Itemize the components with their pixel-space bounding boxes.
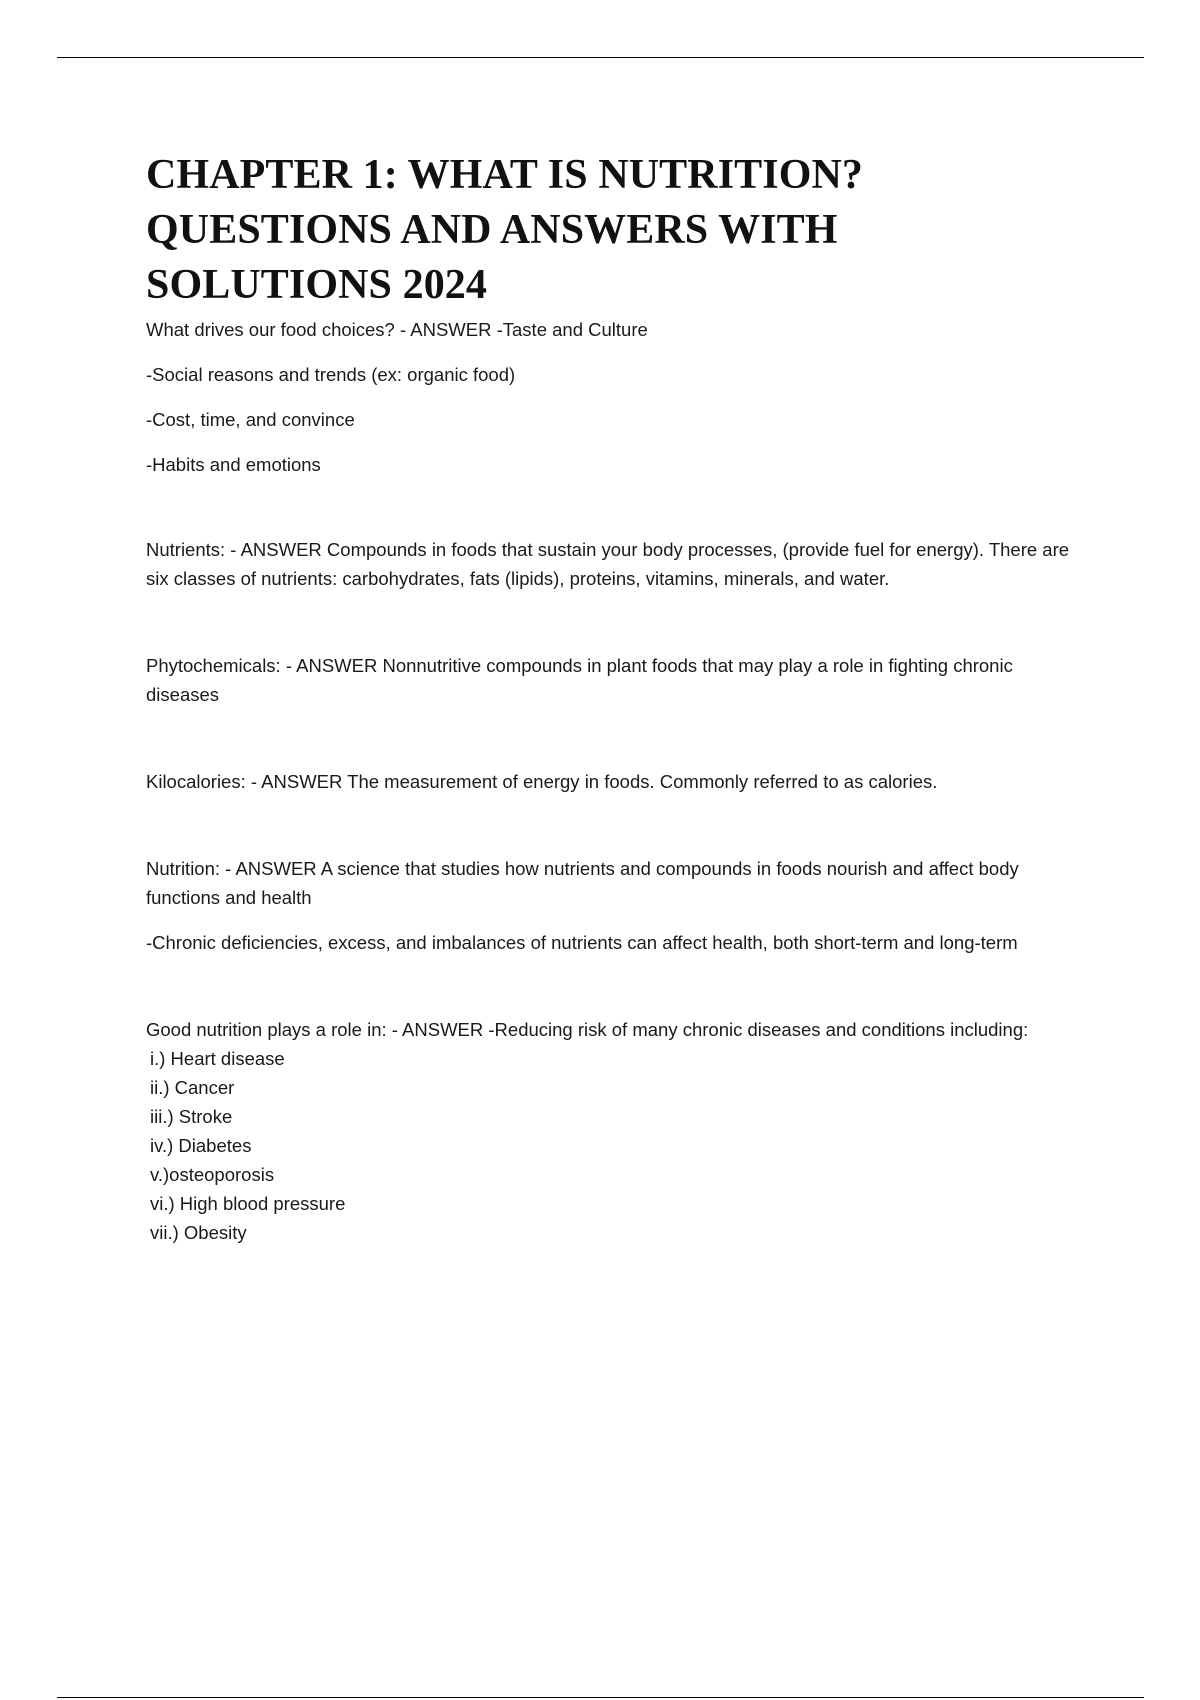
- qa-answer-line: -Social reasons and trends (ex: organic food): [146, 364, 516, 385]
- list-item: vii.) Obesity: [150, 1222, 247, 1243]
- qa-kilocalories: [146, 767, 1076, 796]
- document-body: [146, 315, 1076, 1247]
- qa-question-answer: Good nutrition plays a role in: - ANSWER -Reducing risk of many chronic diseases and conditions including:: [146, 1019, 1029, 1040]
- qa-phytochemicals: [146, 651, 1076, 709]
- qa-answer-line: -Chronic deficiencies, excess, and imbalances of nutrients can affect health, both short-term and long-term: [146, 932, 1018, 953]
- top-rule: [57, 57, 1144, 58]
- list-item: iv.) Diabetes: [150, 1135, 252, 1156]
- qa-good-nutrition: [146, 1015, 1076, 1247]
- qa-food-choices: [146, 315, 1076, 479]
- qa-question-answer: What drives our food choices? - ANSWER -Taste and Culture: [146, 319, 648, 340]
- page-content: [146, 148, 1076, 1247]
- bottom-rule: [57, 1697, 1144, 1698]
- qa-question-answer: Nutrients: - ANSWER Compounds in foods that sustain your body processes, (provide fuel for energy). There are six classes of nutrients: carbohydrates, fats (lipids), proteins, vitamins, minerals, and water.: [146, 539, 1070, 589]
- list-item: i.) Heart disease: [150, 1048, 285, 1069]
- qa-nutrients: [146, 535, 1076, 593]
- qa-nutrition: [146, 854, 1076, 957]
- qa-answer-line: -Cost, time, and convince: [146, 409, 355, 430]
- list-item: v.)osteoporosis: [150, 1164, 275, 1185]
- qa-question-answer: Kilocalories: - ANSWER The measurement of energy in foods. Commonly referred to as calories.: [146, 771, 938, 792]
- qa-question-answer: Nutrition: - ANSWER A science that studies how nutrients and compounds in foods nourish and affect body functions and health: [146, 858, 1019, 908]
- qa-answer-line: -Habits and emotions: [146, 454, 321, 475]
- list-item: vi.) High blood pressure: [150, 1193, 346, 1214]
- qa-question-answer: Phytochemicals: - ANSWER Nonnutritive compounds in plant foods that may play a role in fighting chronic diseases: [146, 655, 1013, 705]
- list-item: iii.) Stroke: [150, 1106, 233, 1127]
- document-title: CHAPTER 1: WHAT IS NUTRITION? QUESTIONS AND ANSWERS WITH SOLUTIONS 2024: [146, 152, 864, 308]
- list-item: ii.) Cancer: [150, 1077, 235, 1098]
